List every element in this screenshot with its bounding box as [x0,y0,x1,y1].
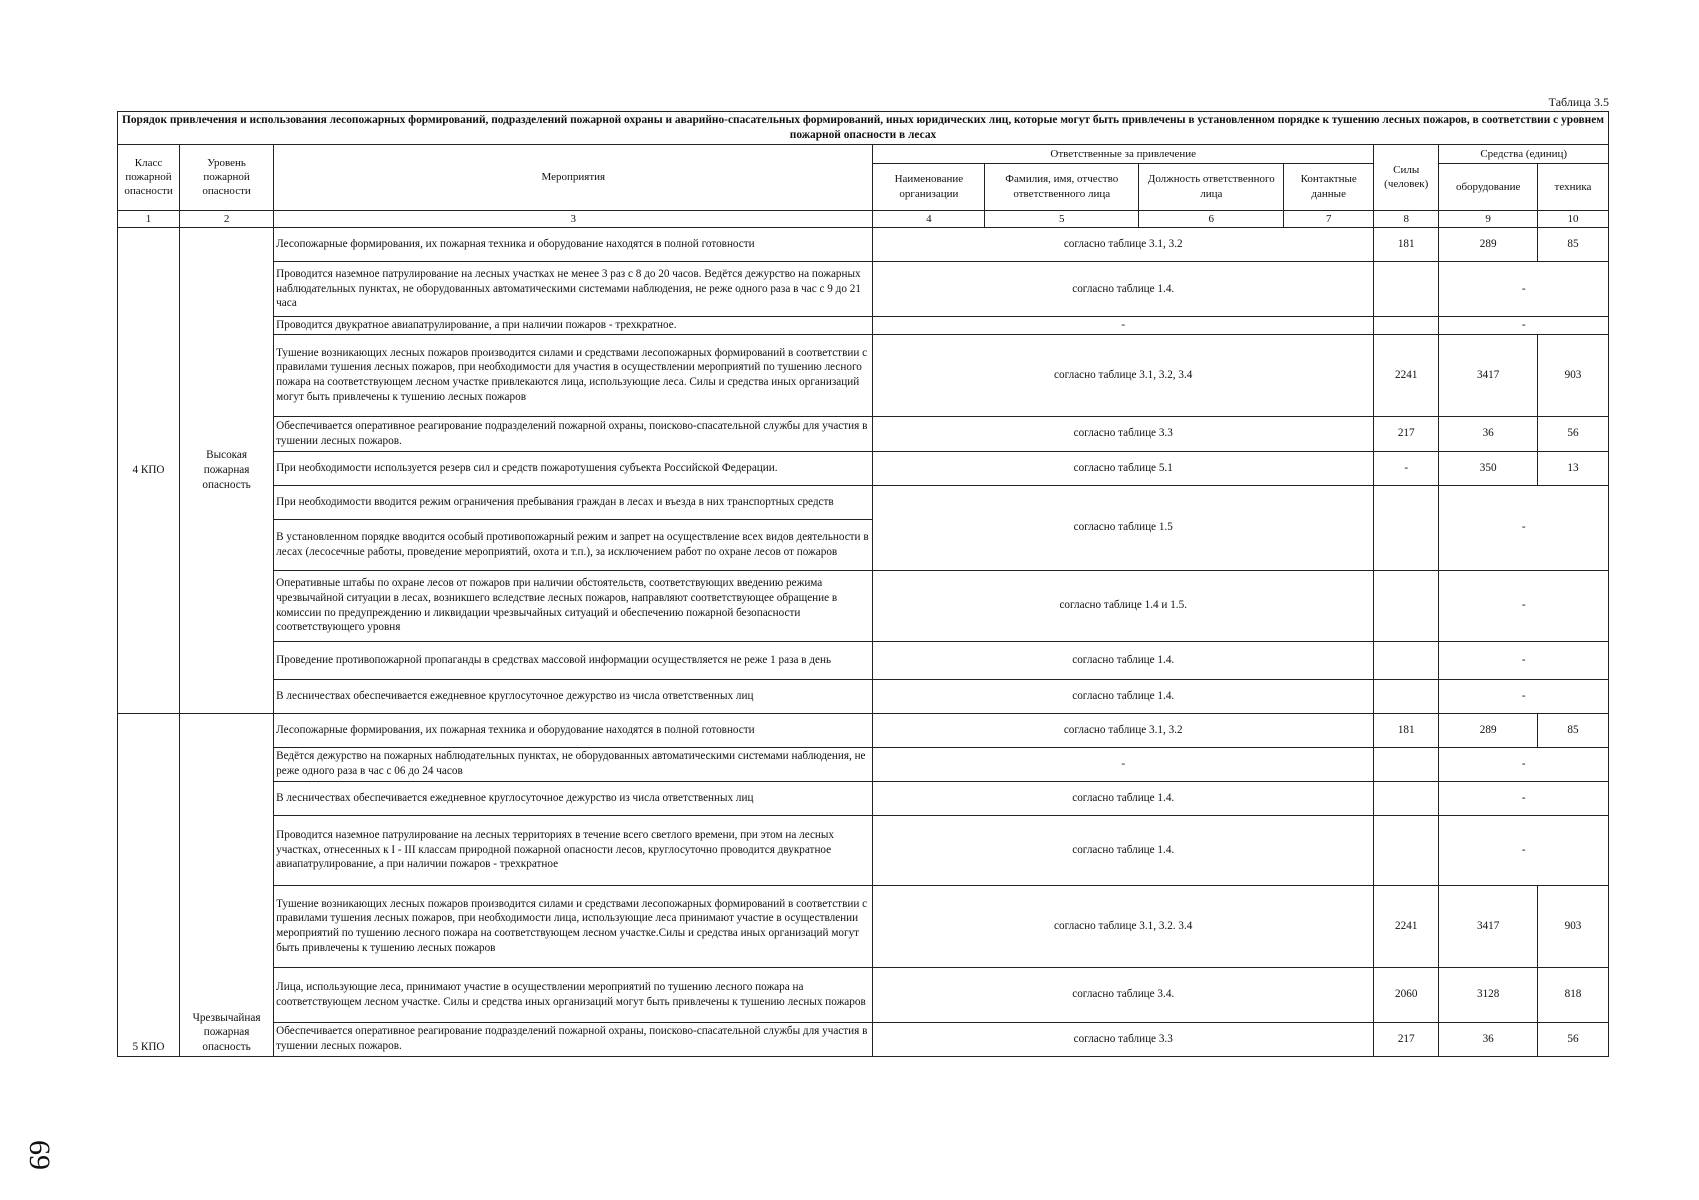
table-row [118,781,1609,815]
header-org-name: Наименование организации [873,163,985,210]
danger-level-cell: Чрезвычайная пожарная опасность [180,713,274,1056]
header-level: Уровень пожарной опасности [180,144,274,210]
forces-value: 181 [1374,227,1439,261]
table-row [118,485,1609,519]
measure-cell: Лесопожарные формирования, их пожарная техника и оборудование находятся в полной готовности [274,227,873,261]
measure-cell: Обеспечивается оперативное реагирование подразделений пожарной охраны, поисково-спасательной службы для участия в тушении лесных пожаров. [274,1022,873,1056]
header-responsible: Ответственные за привлечение [873,144,1374,163]
responsible-reference: - [873,747,1374,781]
forces-value: 2241 [1374,334,1439,416]
responsible-reference: - [873,316,1374,334]
forces-value: 181 [1374,713,1439,747]
equipment-value: 350 [1439,451,1538,485]
forces-value: 2060 [1374,967,1439,1022]
forces-cell [1374,570,1439,641]
means-cell: - [1439,570,1609,641]
equipment-value: 3417 [1439,334,1538,416]
measure-cell: Проводится наземное патрулирование на лесных территориях в течение всего светлого времени, при этом на лесных участках, отнесенных к I - III классам природной пожарной опасности лесов, круглосуточно проводится двукратное авиапатрулирование, а при наличии пожаров - трехкратное [274,815,873,885]
table-row [118,570,1609,641]
responsible-reference: согласно таблице 3.1, 3.2. 3.4 [873,885,1374,967]
means-cell: - [1439,261,1609,316]
fire-danger-table [117,111,1609,1057]
measure-cell: Ведётся дежурство на пожарных наблюдательных пунктах, не оборудованных автоматическими системами наблюдения, не реже одного раза в час с 06 до 24 часов [274,747,873,781]
table-caption: Порядок привлечения и использования лесопожарных формирований, подразделений пожарной охраны и аварийно-спасательных формирований, иных юридических лиц, которые могут быть привлечены в установленном порядке к тушению лесных пожаров, в соответствии с уровнем пожарной опасности в лесах [118,112,1609,145]
measure-cell: В установленном порядке вводится особый противопожарный режим и запрет на осуществление всех видов деятельности в лесах (лесосечные работы, проведение мероприятий, охота и т.п.), за исключением работ по охране лесов от пожаров [274,519,873,570]
col-number: 6 [1139,210,1284,227]
fire-class-cell: 4 КПО [118,227,180,713]
vehicles-value: 818 [1537,967,1608,1022]
measure-cell: При необходимости вводится режим ограничения пребывания граждан в лесах и въезда в них транспортных средств [274,485,873,519]
vehicles-value: 13 [1537,451,1608,485]
responsible-reference: согласно таблице 1.5 [873,485,1374,570]
page-number: 69 [23,1140,56,1170]
header-equipment: оборудование [1439,163,1538,210]
col-number: 8 [1374,210,1439,227]
responsible-reference: согласно таблице 1.4 и 1.5. [873,570,1374,641]
danger-level-cell: Высокая пожарная опасность [180,227,274,713]
table-row [118,451,1609,485]
forces-value: - [1374,451,1439,485]
header-means: Средства (единиц) [1439,144,1609,163]
col-number: 5 [985,210,1139,227]
measure-cell: При необходимости используется резерв сил и средств пожаротушения субъекта Российской Федерации. [274,451,873,485]
table-row [118,261,1609,316]
table-row [118,1022,1609,1056]
equipment-value: 289 [1439,227,1538,261]
responsible-reference: согласно таблице 1.4. [873,641,1374,679]
means-cell: - [1439,781,1609,815]
table-row [118,227,1609,261]
responsible-reference: согласно таблице 3.1, 3.2, 3.4 [873,334,1374,416]
table-row [118,885,1609,967]
table-label: Таблица 3.5 [1548,95,1609,109]
forces-cell [1374,316,1439,334]
col-number: 3 [274,210,873,227]
col-number: 9 [1439,210,1538,227]
measure-cell: Тушение возникающих лесных пожаров производится силами и средствами лесопожарных формирований в соответствии с правилами тушения лесных пожаров, при необходимости для участия в осуществлении мероприятий по тушению лесного пожара на соответствующем лесном участке привлекаются лица, использующие леса. Силы и средства иных организаций могут быть привлечены к тушению лесных пожаров [274,334,873,416]
col-number: 1 [118,210,180,227]
equipment-value: 3417 [1439,885,1538,967]
table-row [118,334,1609,416]
vehicles-value: 85 [1537,713,1608,747]
table-row [118,967,1609,1022]
vehicles-value: 85 [1537,227,1608,261]
header-class: Класс пожарной опасности [118,144,180,210]
header-contacts: Контактные данные [1284,163,1374,210]
col-number: 2 [180,210,274,227]
forces-value: 217 [1374,1022,1439,1056]
equipment-value: 36 [1439,416,1538,451]
forces-cell [1374,641,1439,679]
vehicles-value: 56 [1537,416,1608,451]
fire-class-cell: 5 КПО [118,713,180,1056]
vehicles-value: 903 [1537,885,1608,967]
forces-cell [1374,781,1439,815]
forces-value: 217 [1374,416,1439,451]
measure-cell: Проведение противопожарной пропаганды в средствах массовой информации осуществляется не реже 1 раза в день [274,641,873,679]
responsible-reference: согласно таблице 5.1 [873,451,1374,485]
table-row [118,679,1609,713]
means-cell: - [1439,316,1609,334]
measure-cell: Лица, использующие леса, принимают участие в осуществлении мероприятий по тушению лесного пожара на соответствующем лесном участке. Силы и средства иных организаций могут быть привлечены к тушению лесных пожаров [274,967,873,1022]
equipment-value: 36 [1439,1022,1538,1056]
col-number: 7 [1284,210,1374,227]
forces-cell [1374,679,1439,713]
table-row [118,815,1609,885]
forces-cell [1374,485,1439,570]
header-person-name: Фамилия, имя, отчество ответственного лица [985,163,1139,210]
measure-cell: В лесничествах обеспечивается ежедневное круглосуточное дежурство из числа ответственных лиц [274,781,873,815]
table-row [118,316,1609,334]
equipment-value: 289 [1439,713,1538,747]
measure-cell: В лесничествах обеспечивается ежедневное круглосуточное дежурство из числа ответственных лиц [274,679,873,713]
table-row [118,713,1609,747]
forces-cell [1374,261,1439,316]
responsible-reference: согласно таблице 3.1, 3.2 [873,713,1374,747]
means-cell: - [1439,641,1609,679]
vehicles-value: 903 [1537,334,1608,416]
means-cell: - [1439,747,1609,781]
measure-cell: Тушение возникающих лесных пожаров производится силами и средствами лесопожарных формирований в соответствии с правилами тушения лесных пожаров, при необходимости лица, использующие леса принимают участие в осуществлении мероприятий по тушению лесного пожара на соответствующем лесном участке.Силы и средства иных организаций могут быть привлечены к тушению лесных пожаров [274,885,873,967]
responsible-reference: согласно таблице 3.4. [873,967,1374,1022]
col-number: 10 [1537,210,1608,227]
measure-cell: Проводится двукратное авиапатрулирование, а при наличии пожаров - трехкратное. [274,316,873,334]
responsible-reference: согласно таблице 3.3 [873,1022,1374,1056]
responsible-reference: согласно таблице 1.4. [873,781,1374,815]
table-row [118,416,1609,451]
col-number: 4 [873,210,985,227]
responsible-reference: согласно таблице 1.4. [873,815,1374,885]
responsible-reference: согласно таблице 3.3 [873,416,1374,451]
vehicles-value: 56 [1537,1022,1608,1056]
measure-cell: Оперативные штабы по охране лесов от пожаров при наличии обстоятельств, соответствующих введению режима чрезвычайной ситуации в лесах, возникшего вследствие лесных пожаров, направляют соответствующее обращение в комиссии по предупреждению и ликвидации чрезвычайных ситуаций и обеспечению пожарной безопасности соответствующего уровня [274,570,873,641]
means-cell: - [1439,485,1609,570]
header-forces: Силы (человек) [1374,144,1439,210]
measure-cell: Лесопожарные формирования, их пожарная техника и оборудование находятся в полной готовности [274,713,873,747]
responsible-reference: согласно таблице 1.4. [873,679,1374,713]
forces-value: 2241 [1374,885,1439,967]
header-measures: Мероприятия [274,144,873,210]
measure-cell: Проводится наземное патрулирование на лесных участках не менее 3 раз с 8 до 20 часов. Ведётся дежурство на пожарных наблюдательных пунктах, не оборудованных автоматическими системами наблюдения, не реже одного раза в час с 9 до 21 часа [274,261,873,316]
means-cell: - [1439,679,1609,713]
forces-cell [1374,815,1439,885]
responsible-reference: согласно таблице 1.4. [873,261,1374,316]
responsible-reference: согласно таблице 3.1, 3.2 [873,227,1374,261]
measure-cell: Обеспечивается оперативное реагирование подразделений пожарной охраны, поисково-спасательной службы для участия в тушении лесных пожаров. [274,416,873,451]
header-position: Должность ответственного лица [1139,163,1284,210]
equipment-value: 3128 [1439,967,1538,1022]
header-vehicles: техника [1537,163,1608,210]
table-row [118,747,1609,781]
forces-cell [1374,747,1439,781]
means-cell: - [1439,815,1609,885]
table-row [118,641,1609,679]
